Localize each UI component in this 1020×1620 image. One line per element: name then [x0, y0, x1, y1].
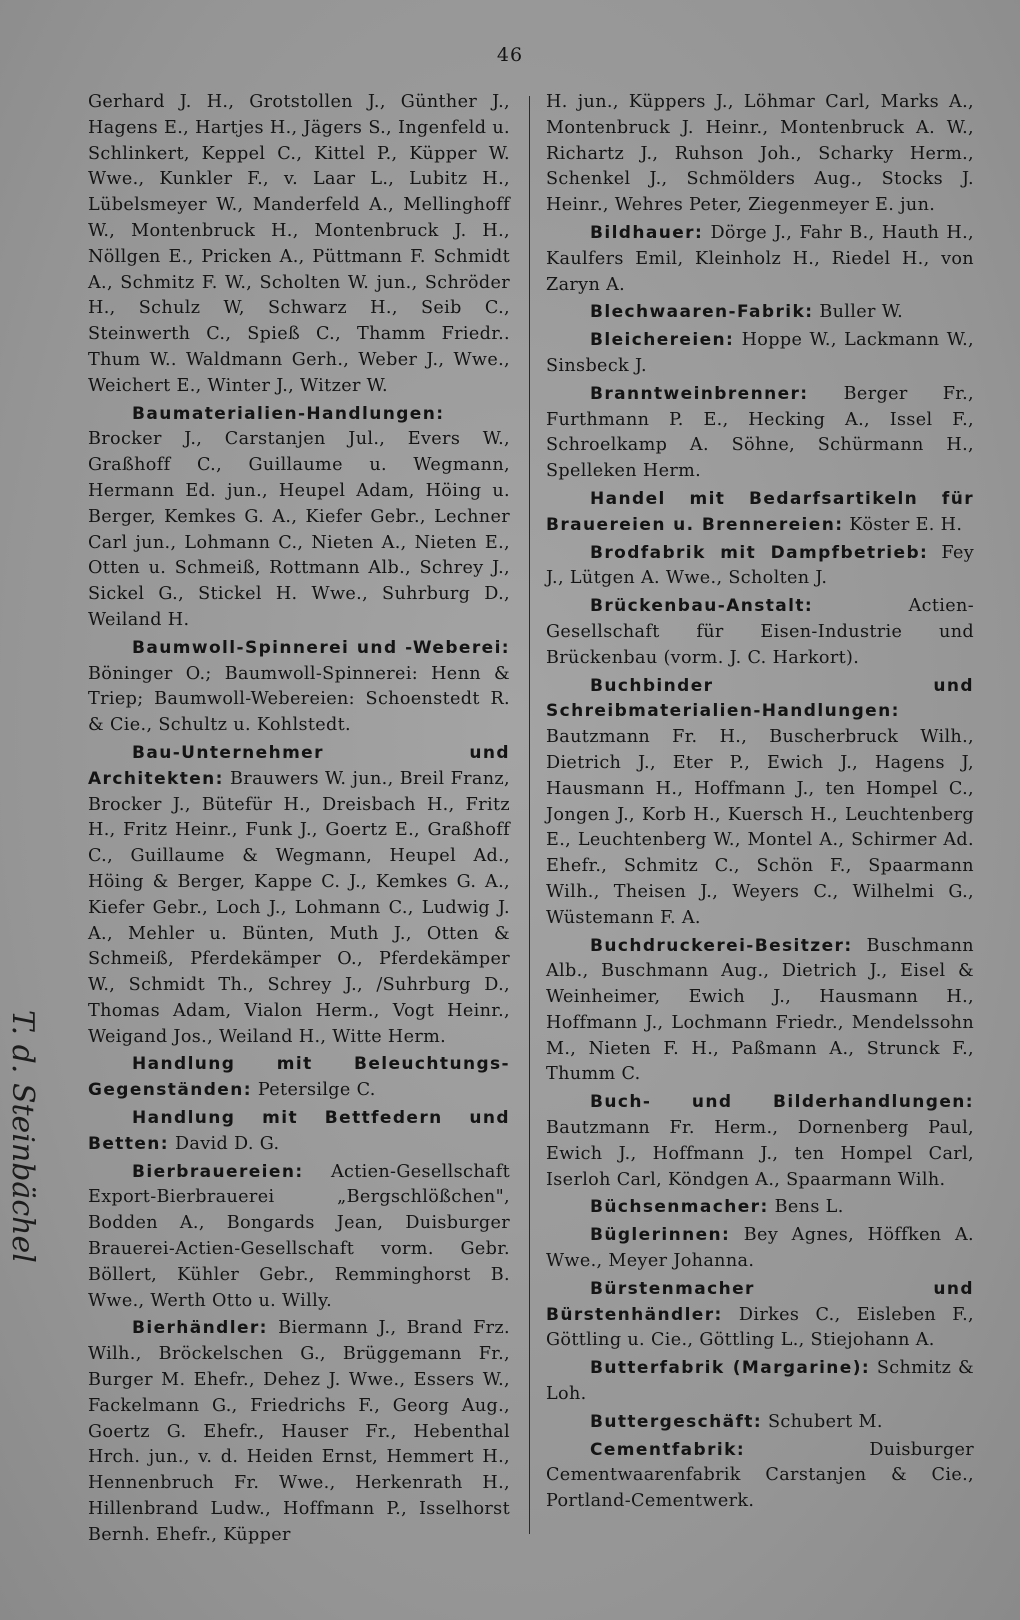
entry-bueglerinnen	[546, 1223, 974, 1275]
entry-heading: Bürstenmacher und Bürstenhändler:	[546, 1278, 974, 1325]
entry-heading: Handlung mit Bettfedern und Betten:	[88, 1108, 510, 1154]
entry-heading: Büchsenmacher:	[590, 1197, 769, 1218]
entry-heading: Bleichereien:	[590, 330, 735, 351]
entry-buchhandlungen	[546, 1090, 974, 1193]
entry-bildhauer	[546, 221, 974, 298]
entry-text: Bey Agnes, Höffken A. Wwe., Meyer Johanna.	[546, 1225, 974, 1272]
entry-brueckenbau	[546, 594, 974, 671]
entry-text: David D. G.	[174, 1133, 280, 1154]
entry-continuation	[88, 90, 510, 400]
entry-heading: Branntweinbrenner:	[590, 383, 809, 404]
entry-text: Fey J., Lütgen A. Wwe., Scholten J.	[546, 542, 974, 589]
entry-heading: Buttergeschäft:	[590, 1411, 763, 1432]
entry-heading: Cementfabrik:	[590, 1439, 746, 1460]
entry-text: Bautzmann Fr. Herm., Dornenberg Paul, Ewich J., Hoffmann J., ten Hompel Carl, Iserloh Carl, Köndgen A., Spaarmann Wilh.	[546, 1118, 974, 1190]
entry-buchbinder	[546, 674, 974, 932]
entry-text: Böninger O.; Baumwoll-Spinnerei: Henn & Triep; Baumwoll-Webereien: Schoenstedt R. & Cie., Schultz u. Kohlstedt.	[88, 663, 510, 736]
entry-text: Brauwers W. jun., Breil Franz, Brocker J., Bütefür H., Dreisbach H., Fritz H., Fritz Heinr., Funk J., Goertz E., Graßhoff C., Guillaume & Wegmann, Heupel Ad., Höing & Berger, Kappe C. J., Kemkes G. A., Kiefer Gebr., Loch J., Lohmann C., Ludwig J. A., Mehler u. Bünten, Muth J., Otten & Schmeiß, Pferdekämper O., Pferdekämper W., Schmidt Th., Schrey J., /Suhrburg D., Thomas Adam, Vialon Herm., Vogt Heinr., Weigand Jos., Weiland H., Witte Herm.	[88, 768, 510, 1047]
entry-text: Köster E. H.	[849, 514, 963, 535]
entry-bettfedern	[88, 1106, 510, 1158]
entry-text: Dirkes C., Eisleben F., Göttling u. Cie., Göttling L., Stiejohann A.	[546, 1304, 974, 1351]
entry-brodfabrik	[546, 541, 974, 593]
entry-continuation	[546, 90, 974, 219]
entry-heading: Buchbinder und Schreibmaterialien-Handlungen:	[546, 675, 974, 722]
entry-text: Actien-Gesellschaft für Eisen-Industrie und Brückenbau (vorm. J. C. Harkort).	[546, 596, 974, 668]
entry-heading: Bildhauer:	[590, 222, 704, 243]
entry-text: Gerhard J. H., Grotstollen J., Günther J., Hagens E., Hartjes H., Jägers S., Ingenfeld u. Schlinkert, Keppel C., Kittel P., Küpper W. Wwe., Kunkler F., v. Laar L., Lubitz H., Lübelsmeyer W., Manderfeld A., Mellinghoff W., Montenbruck H., Montenbruck J. H., Nöllgen E., Pricken A., Püttmann F. Schmidt A., Schmitz F. W., Scholten W. jun., Schröder H., Schulz W, Schwarz H., Seib C., Steinwerth C., Spieß C., Thamm Friedr.. Thum W.. Waldmann Gerh., Weber J., Wwe., Weichert E., Winter J., Witzer W.	[88, 92, 510, 396]
entry-text: Dörge J., Fahr B., Hauth H., Kaulfers Emil, Kleinholz H., Riedel H., von Zaryn A.	[546, 222, 974, 295]
entry-text: Bens L.	[774, 1197, 844, 1218]
entry-text: Actien-Gesellschaft Export-Bierbrauerei „Bergschlößchen", Bodden A., Bongards Jean, Duisburger Brauerei-Actien-Gesellschaft vorm. Gebr. Böllert, Kühler Gebr., Remminghorst B. Wwe., Werth Otto u. Willy.	[88, 1161, 510, 1311]
entry-bleichereien	[546, 328, 974, 380]
entry-heading: Handel mit Bedarfsartikeln für Brauereien u. Brennereien:	[546, 488, 974, 535]
entry-beleuchtung	[88, 1052, 510, 1104]
entry-buttergeschaeft	[546, 1410, 974, 1436]
page-number: 46	[496, 44, 524, 66]
entry-buchdruckerei	[546, 934, 974, 1089]
right-column	[546, 90, 974, 1517]
entry-heading: Butterfabrik (Margarine):	[590, 1358, 871, 1379]
entry-buerstenmacher	[546, 1277, 974, 1354]
column-divider	[529, 96, 530, 1534]
entry-text: Hoppe W., Lackmann W., Sinsbeck J.	[546, 330, 974, 376]
entry-heading: Handlung mit Beleuchtungs-Gegenständen:	[88, 1054, 510, 1101]
left-column	[88, 90, 510, 1551]
entry-heading: Buchdruckerei-Besitzer:	[590, 935, 853, 956]
entry-text: H. jun., Küppers J., Löhmar Carl, Marks A., Montenbruck J. Heinr., Montenbruck A. W., Richartz J., Ruhson Joh., Scharky Herm., Schenkel J., Schmölders Aug., Stocks J. Heinr., Wehres Peter, Ziegenmeyer E. jun.	[546, 92, 974, 216]
entry-heading: Brückenbau-Anstalt:	[590, 596, 814, 617]
entry-branntweinbrenner	[546, 382, 974, 485]
entry-heading: Brodfabrik mit Dampfbetrieb:	[590, 542, 929, 563]
entry-text: Berger Fr., Furthmann P. E., Hecking A., Issel F., Schroelkamp A. Söhne, Schürmann H., Spelleken Herm.	[546, 383, 974, 482]
entry-text: Buller W.	[819, 302, 904, 323]
entry-bierbrauereien	[88, 1160, 510, 1315]
entry-text: Bautzmann Fr. H., Buscherbruck Wilh., Dietrich J., Eter P., Ewich J., Hagens J, Hausmann H., Hoffmann J., ten Hompel C., Jongen J., Korb H., Kuersch H., Leuchtenberg E., Leuchtenberg W., Montel A., Schirmer Ad. Ehefr., Schmitz C., Schön F., Spaarmann Wilh., Theisen J., Weyers C., Wilhelmi G., Wüstemann F. A.	[546, 727, 974, 928]
entry-heading: Blechwaaren-Fabrik:	[590, 302, 814, 323]
entry-baumwoll-spinnerei	[88, 636, 510, 739]
entry-text: Buschmann Alb., Buschmann Aug., Dietrich J., Eisel & Weinheimer, Ewich J., Hausmann H., Hoffmann J., Lochmann Friedr., Mendelssohn M., Nieten F. H., Paßmann A., Strunck F., Thumm C.	[546, 935, 974, 1085]
entry-text: Brocker J., Carstanjen Jul., Evers W., Graßhoff C., Guillaume u. Wegmann, Hermann Ed. jun., Heupel Adam, Höing u. Berger, Kemkes G. A., Kiefer Gebr., Lechner Carl jun., Lohmann C., Nieten A., Nieten E., Otten u. Schmeiß, Rottmann Alb., Schrey J., Sickel G., Stickel H. Wwe., Suhrburg D., Weiland H.	[88, 429, 510, 630]
entry-text: Schmitz & Loh.	[546, 1358, 974, 1405]
entry-heading: Buch- und Bilderhandlungen:	[590, 1092, 974, 1113]
entry-heading: Baumwoll-Spinnerei und -Weberei:	[132, 637, 510, 658]
entry-text: Petersilge C.	[257, 1080, 376, 1101]
entry-heading: Büglerinnen:	[590, 1225, 731, 1246]
entry-heading: Bierhändler:	[132, 1318, 268, 1339]
entry-cementfabrik	[546, 1438, 974, 1515]
entry-bedarfsartikel	[546, 487, 974, 539]
entry-buechsenmacher	[546, 1195, 974, 1221]
entry-heading: Bierbrauereien:	[132, 1161, 304, 1182]
entry-heading: Baumaterialien-Handlungen:	[132, 403, 445, 424]
entry-text: Biermann J., Brand Frz. Wilh., Bröckelschen G., Brüggemann Fr., Burger M. Ehefr., Dehez J. Wwe., Essers W., Fackelmann G., Friedrichs F., Georg Aug., Goertz G. Ehefr., Hauser Fr., Hebenthal Hrch. jun., v. d. Heiden Ernst, Hemmert H., Hennenbruch Fr. Wwe., Herkenrath H., Hillenbrand Ludw., Hoffmann P., Isselhorst Bernh. Ehefr., Küpper	[88, 1318, 510, 1545]
entry-bierhaendler	[88, 1316, 510, 1548]
entry-heading: Bau-Unternehmer und Architekten:	[88, 742, 510, 789]
entry-text: Duisburger Cementwaarenfabrik Carstanjen & Cie., Portland-Cementwerk.	[546, 1439, 974, 1512]
handwritten-margin-note: T. d. Steinbächel	[5, 1010, 40, 1263]
entry-text: Schubert M.	[767, 1411, 883, 1432]
entry-baumaterialien	[88, 402, 510, 634]
entry-butterfabrik	[546, 1356, 974, 1408]
entry-blechwaaren	[546, 300, 974, 326]
entry-bau-unternehmer	[88, 741, 510, 1051]
